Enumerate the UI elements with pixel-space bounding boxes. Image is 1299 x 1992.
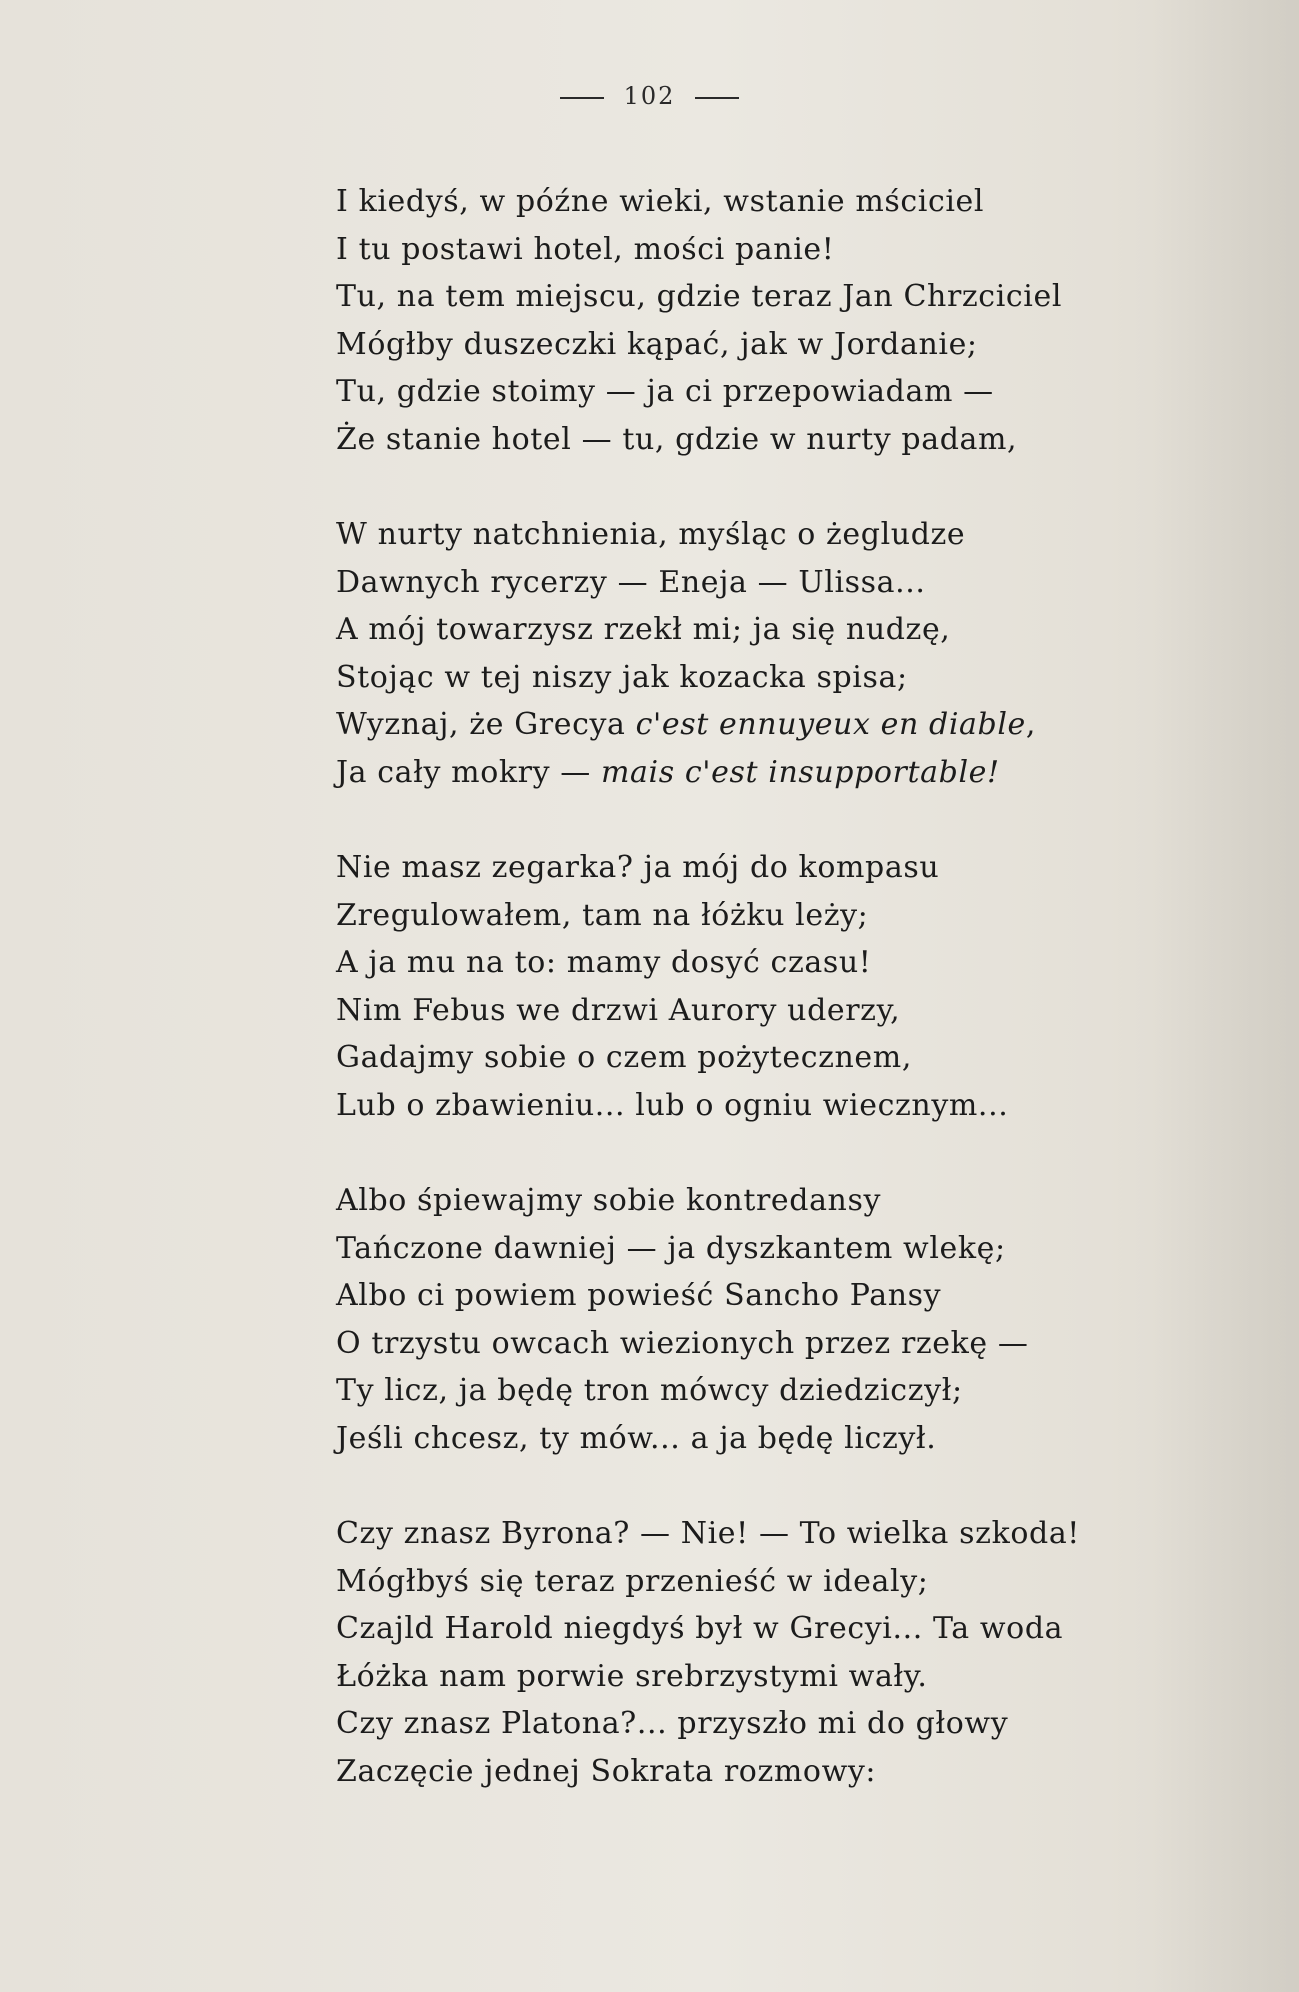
dash-left <box>560 97 604 99</box>
poem-text <box>336 178 1236 1843</box>
verse-tail: , <box>1025 707 1037 742</box>
page-number-text: 102 <box>623 82 676 110</box>
verse-italic-french: c'est ennuyeux en diable <box>635 707 1026 742</box>
verse-line: Tu, na tem miejscu, gdzie teraz Jan Chrzciciel <box>336 279 1063 314</box>
verse-italic-french: mais c'est insupportable! <box>601 754 1000 790</box>
verse-line: Czy znasz Byrona? — Nie! — To wielka szkoda! <box>336 1516 1080 1551</box>
verse-line: A ja mu na to: mamy dosyć czasu! <box>336 945 872 980</box>
stanza-2 <box>336 511 1236 796</box>
verse-line: Stojąc w tej niszy jak kozacka spisa; <box>336 659 908 695</box>
dash-right <box>695 97 739 99</box>
verse-line: Albo ci powiem powieść Sancho Pansy <box>336 1278 942 1313</box>
verse-line: I kiedyś, w późne wieki, wstanie mściciel <box>336 184 985 219</box>
verse-line: Jeśli chcesz, ty mów... a ja będę liczył. <box>336 1420 937 1456</box>
verse-line: Tu, gdzie stoimy — ja ci przepowiadam — <box>336 374 994 409</box>
verse-line-mixed <box>336 749 1236 797</box>
verse-line: Nie masz zegarka? ja mój do kompasu <box>336 850 940 885</box>
stanza-3 <box>336 844 1236 1129</box>
verse-plain: Wyznaj, że Grecya <box>336 707 636 742</box>
verse-line: Gadajmy sobie o czem pożytecznem, <box>336 1040 912 1075</box>
verse-line: Tańczone dawniej — ja dyszkantem wlekę; <box>336 1230 1006 1266</box>
verse-line: W nurty natchnienia, myśląc o żegludze <box>336 517 966 552</box>
verse-line: Zregulowałem, tam na łóżku leży; <box>336 897 869 933</box>
verse-line: Łóżka nam porwie srebrzystymi wały. <box>336 1658 928 1694</box>
stanza-1 <box>336 178 1236 463</box>
verse-line: Albo śpiewajmy sobie kontredansy <box>336 1183 882 1218</box>
verse-line: I tu postawi hotel, mości panie! <box>336 231 835 267</box>
verse-line: A mój towarzysz rzekł mi; ja się nudzę, <box>336 612 951 647</box>
verse-line: Że stanie hotel — tu, gdzie w nurty padam, <box>336 421 1018 457</box>
stanza-5 <box>336 1510 1236 1795</box>
verse-line: Ty licz, ja będę tron mówcy dziedziczył; <box>336 1373 963 1408</box>
verse-line: Czajld Harold niegdyś był w Grecyi... Ta woda <box>336 1611 1064 1646</box>
verse-line: Lub o zbawieniu... lub o ogniu wiecznym... <box>336 1087 1009 1123</box>
verse-line: Czy znasz Platona?... przyszło mi do głowy <box>336 1706 1009 1741</box>
verse-line: Mógłbyś się teraz przenieść w idealy; <box>336 1563 929 1599</box>
verse-line: Zaczęcie jednej Sokrata rozmowy: <box>336 1753 877 1789</box>
verse-line: Nim Febus we drzwi Aurory uderzy, <box>336 992 901 1028</box>
stanza-4 <box>336 1177 1236 1462</box>
verse-plain: Ja cały mokry — <box>336 754 601 790</box>
verse-line: O trzystu owcach wiezionych przez rzekę — <box>336 1325 1029 1361</box>
verse-line-mixed <box>336 701 1236 749</box>
verse-line: Mógłby duszeczki kąpać, jak w Jordanie; <box>336 326 978 362</box>
page-number <box>0 82 1299 110</box>
verse-line: Dawnych rycerzy — Eneja — Ulissa... <box>336 564 926 600</box>
